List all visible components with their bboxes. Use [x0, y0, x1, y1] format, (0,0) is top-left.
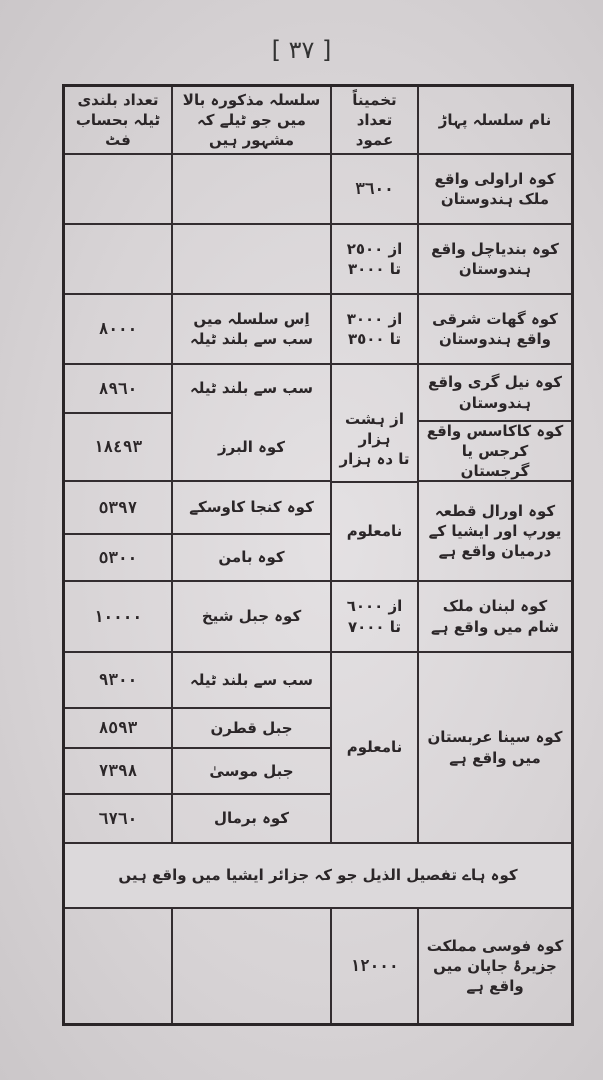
- row-lebanon-height: ١٠٠٠٠: [93, 606, 143, 626]
- header-height: تعداد بلندی ٹیلہ بحساب فٹ: [75, 90, 161, 150]
- elevation-to: تا ٣٠٠٠: [347, 260, 402, 278]
- section-note: کوہ ہاے تفصیل الذیل جو کہ جزائر ایشیا میں واقع ہیں: [118, 866, 518, 885]
- row-aravali-elevation: ٣٦٠٠: [355, 179, 394, 199]
- row-sinai-name: کوہ سینا عربستان میں واقع ہے: [427, 728, 563, 767]
- header-peaks: سلسلہ مذکورہ بالا میں جو ٹیلے کہ مشہور ہیں: [182, 90, 321, 150]
- row-vindhyachal-elevation: [332, 225, 417, 293]
- row-caucasus-name: کوہ کاکاسس واقع کرجس یا گرجستان: [426, 421, 564, 481]
- row-sinai-peak-1: سب سے بلند ٹیلہ: [189, 670, 314, 689]
- page-number: [ ٣٧ ]: [271, 36, 332, 64]
- row-fuji-name: کوہ فوسی مملکت جزیرۂ جاپان میں واقع ہے: [426, 936, 564, 996]
- row-lebanon-elevation: [332, 582, 417, 651]
- row-ural-peak-1: کوہ کنجا کاوسکے: [189, 498, 314, 517]
- row-sinai-height-3: ٧٣٩٨: [98, 761, 138, 781]
- row-nilgiri-name: کوہ نیل گری واقع ہندوستان: [427, 373, 563, 412]
- row-lebanon-peak: کوہ جبل شیخ: [201, 607, 302, 626]
- row-ural-height-2: ٥٣٠٠: [98, 547, 138, 567]
- row-sinai-elevation: نامعلوم: [346, 738, 403, 757]
- row-ural-elevation: نامعلوم: [346, 522, 403, 541]
- row-eastern-ghats-elevation: [332, 295, 417, 363]
- row-sinai-peak-3: جبل موسیٰ: [209, 761, 294, 780]
- row-lebanon-name: کوہ لبنان ملک شام میں واقع ہے: [430, 597, 560, 636]
- row-eastern-ghats-height: ٨٠٠٠: [98, 319, 138, 339]
- row-eastern-ghats-name: کوہ گھات شرقی واقع ہندوستان: [432, 309, 558, 348]
- row-ural-name: کوہ اورال قطعہ یورپ اور ایشیا کے درمیان واقع ہے: [428, 501, 562, 561]
- elevation-from: از ٢٥٠٠: [346, 239, 403, 258]
- row-caucasus-elevation: [332, 397, 417, 481]
- mountains-table: [62, 84, 574, 1026]
- row-sinai-height-4: ٦٧٦٠: [98, 808, 138, 828]
- row-caucasus-peak: کوہ البرز: [218, 437, 286, 456]
- row-fuji-elevation: ١٢٠٠٠: [350, 956, 399, 976]
- row-vindhyachal-name: کوہ بندیاچل واقع ہندوستان: [431, 239, 559, 278]
- row-sinai-height-2: ٨٥٩٣: [98, 718, 138, 738]
- row-caucasus-height: ١٨٤٩٣: [93, 437, 143, 457]
- header-elevation: تخمیناً تعداد عمود: [352, 90, 397, 150]
- row-nilgiri-height: ٨٩٦٠: [98, 378, 138, 398]
- elevation-to: تا ٧٠٠٠: [347, 617, 402, 636]
- elevation-from: از ٣٠٠٠: [346, 309, 403, 328]
- row-aravali-name: کوہ اراولی واقع ملک ہندوستان: [434, 169, 556, 208]
- row-eastern-ghats-peak: اِس سلسلہ میں سب سے بلند ٹیلہ: [189, 309, 314, 348]
- elevation-from: از ہشت ہزار: [345, 409, 404, 448]
- row-ural-peak-2: کوہ بامن: [218, 548, 285, 567]
- elevation-to: تا ٣٥٠٠: [347, 330, 402, 348]
- row-ural-height-1: ٥٣٩٧: [98, 497, 138, 517]
- elevation-from: از ٦٠٠٠: [346, 597, 403, 616]
- row-sinai-height-1: ٩٣٠٠: [98, 670, 138, 690]
- row-nilgiri-peak: سب سے بلند ٹیلہ: [189, 379, 314, 398]
- row-sinai-peak-2: جبل قطرن: [210, 718, 293, 737]
- header-name: نام سلسلہ پہاڑ: [438, 110, 552, 129]
- row-sinai-peak-4: کوہ برمال: [213, 809, 290, 828]
- elevation-to: تا دہ ہزار: [339, 450, 410, 469]
